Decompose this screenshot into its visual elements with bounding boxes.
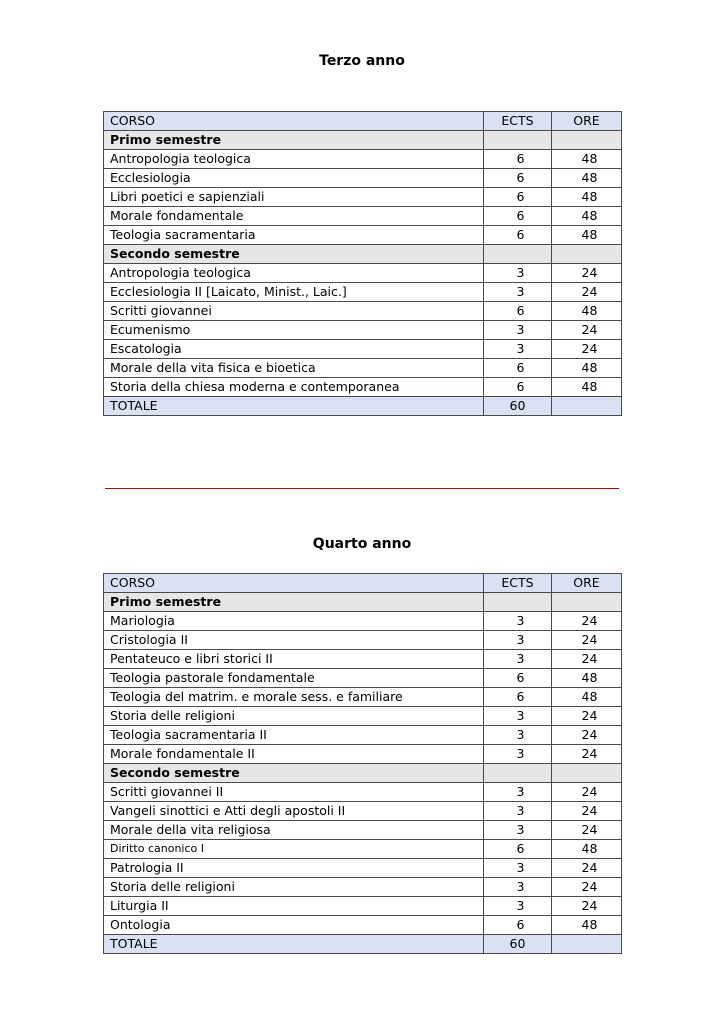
ects-cell: 60 [484, 935, 552, 954]
table-row [104, 821, 622, 840]
ects-cell [484, 245, 552, 264]
course-cell: Morale fondamentale [104, 207, 484, 226]
table-row [104, 878, 622, 897]
ects-cell: 6 [484, 359, 552, 378]
course-cell: Libri poetici e sapienziali [104, 188, 484, 207]
table-row [104, 916, 622, 935]
section-divider [105, 488, 619, 489]
table-row [104, 726, 622, 745]
course-cell: Teologia pastorale fondamentale [104, 669, 484, 688]
ore-cell: 48 [552, 840, 622, 859]
table-row [104, 783, 622, 802]
ore-cell: 48 [552, 378, 622, 397]
course-cell: Patrologia II [104, 859, 484, 878]
semester-row [104, 245, 622, 264]
course-cell: Antropologia teologica [104, 150, 484, 169]
course-cell: Scritti giovannei II [104, 783, 484, 802]
course-cell: Liturgia II [104, 897, 484, 916]
table-row [104, 897, 622, 916]
ects-cell: 3 [484, 897, 552, 916]
column-header-ore: ORE [552, 112, 622, 131]
course-cell: Scritti giovannei [104, 302, 484, 321]
ects-cell: 3 [484, 340, 552, 359]
course-cell: Ecumenismo [104, 321, 484, 340]
table-row [104, 859, 622, 878]
ects-cell: 6 [484, 378, 552, 397]
course-cell: Teologia sacramentaria II [104, 726, 484, 745]
table-row [104, 321, 622, 340]
ore-cell: 24 [552, 745, 622, 764]
total-row [104, 935, 622, 954]
course-cell: Vangeli sinottici e Atti degli apostoli II [104, 802, 484, 821]
ore-cell: 24 [552, 802, 622, 821]
course-cell: TOTALE [104, 397, 484, 416]
ore-cell: 48 [552, 688, 622, 707]
ects-cell [484, 764, 552, 783]
table-row [104, 840, 622, 859]
table-row [104, 226, 622, 245]
table-row [104, 283, 622, 302]
ects-cell: 3 [484, 745, 552, 764]
ore-cell: 24 [552, 726, 622, 745]
column-header-ore: ORE [552, 574, 622, 593]
ects-cell: 3 [484, 821, 552, 840]
table-row [104, 688, 622, 707]
course-cell: Cristologia II [104, 631, 484, 650]
table-header-row [104, 574, 622, 593]
courses-table-terzo-anno [103, 111, 622, 416]
table-header-row [104, 112, 622, 131]
ects-cell: 3 [484, 612, 552, 631]
course-cell: Storia della chiesa moderna e contemporanea [104, 378, 484, 397]
table-row [104, 169, 622, 188]
ects-cell: 60 [484, 397, 552, 416]
ects-cell [484, 131, 552, 150]
course-cell: Storia delle religioni [104, 707, 484, 726]
table-row [104, 669, 622, 688]
course-cell: Morale della vita fisica e bioetica [104, 359, 484, 378]
course-cell: Ecclesiologia II [Laicato, Minist., Laic.] [104, 283, 484, 302]
ects-cell: 6 [484, 150, 552, 169]
course-cell: TOTALE [104, 935, 484, 954]
ore-cell: 24 [552, 631, 622, 650]
ects-cell: 6 [484, 840, 552, 859]
ore-cell: 24 [552, 878, 622, 897]
course-cell: Secondo semestre [104, 245, 484, 264]
ore-cell: 24 [552, 821, 622, 840]
ects-cell [484, 593, 552, 612]
ore-cell [552, 593, 622, 612]
course-cell: Antropologia teologica [104, 264, 484, 283]
ore-cell: 24 [552, 612, 622, 631]
table-row [104, 150, 622, 169]
table-row [104, 359, 622, 378]
course-cell: Morale della vita religiosa [104, 821, 484, 840]
table-row [104, 264, 622, 283]
section-title-terzo-anno: Terzo anno [319, 53, 405, 69]
table-row [104, 802, 622, 821]
semester-row [104, 131, 622, 150]
table-row [104, 207, 622, 226]
ore-cell: 48 [552, 169, 622, 188]
table-row [104, 631, 622, 650]
ects-cell: 3 [484, 707, 552, 726]
ects-cell: 6 [484, 688, 552, 707]
ore-cell [552, 935, 622, 954]
ects-cell: 3 [484, 859, 552, 878]
ore-cell: 48 [552, 359, 622, 378]
ects-cell: 3 [484, 321, 552, 340]
ore-cell: 24 [552, 283, 622, 302]
ects-cell: 3 [484, 283, 552, 302]
ore-cell: 24 [552, 707, 622, 726]
column-header-corso: CORSO [104, 574, 484, 593]
ore-cell: 48 [552, 150, 622, 169]
ects-cell: 3 [484, 631, 552, 650]
ore-cell: 48 [552, 188, 622, 207]
ore-cell [552, 397, 622, 416]
ore-cell: 24 [552, 650, 622, 669]
table-row [104, 302, 622, 321]
course-cell: Primo semestre [104, 131, 484, 150]
course-cell: Pentateuco e libri storici II [104, 650, 484, 669]
ects-cell: 3 [484, 783, 552, 802]
semester-row [104, 593, 622, 612]
course-cell: Ecclesiologia [104, 169, 484, 188]
table-row [104, 340, 622, 359]
ore-cell: 24 [552, 783, 622, 802]
ore-cell: 48 [552, 207, 622, 226]
ore-cell [552, 245, 622, 264]
ects-cell: 6 [484, 188, 552, 207]
table-row [104, 612, 622, 631]
ore-cell: 24 [552, 897, 622, 916]
table-row [104, 745, 622, 764]
ore-cell [552, 131, 622, 150]
ore-cell: 48 [552, 916, 622, 935]
table-row [104, 188, 622, 207]
ects-cell: 6 [484, 669, 552, 688]
course-cell: Secondo semestre [104, 764, 484, 783]
course-cell: Diritto canonico I [104, 840, 484, 859]
ects-cell: 6 [484, 169, 552, 188]
ects-cell: 3 [484, 878, 552, 897]
ore-cell: 48 [552, 302, 622, 321]
course-cell: Mariologia [104, 612, 484, 631]
course-cell: Teologia del matrim. e morale sess. e familiare [104, 688, 484, 707]
column-header-corso: CORSO [104, 112, 484, 131]
ects-cell: 6 [484, 207, 552, 226]
ore-cell: 24 [552, 321, 622, 340]
ore-cell: 24 [552, 264, 622, 283]
ects-cell: 6 [484, 302, 552, 321]
ects-cell: 3 [484, 650, 552, 669]
course-cell: Storia delle religioni [104, 878, 484, 897]
ects-cell: 3 [484, 264, 552, 283]
ore-cell: 48 [552, 669, 622, 688]
column-header-ects: ECTS [484, 574, 552, 593]
ects-cell: 3 [484, 802, 552, 821]
course-cell: Morale fondamentale II [104, 745, 484, 764]
course-cell: Ontologia [104, 916, 484, 935]
ects-cell: 6 [484, 916, 552, 935]
course-cell: Primo semestre [104, 593, 484, 612]
table-row [104, 650, 622, 669]
courses-table-quarto-anno [103, 573, 622, 954]
section-title-quarto-anno: Quarto anno [312, 536, 412, 552]
ore-cell [552, 764, 622, 783]
table-row [104, 378, 622, 397]
column-header-ects: ECTS [484, 112, 552, 131]
ects-cell: 3 [484, 726, 552, 745]
ore-cell: 48 [552, 226, 622, 245]
semester-row [104, 764, 622, 783]
ore-cell: 24 [552, 340, 622, 359]
table-row [104, 707, 622, 726]
ore-cell: 24 [552, 859, 622, 878]
total-row [104, 397, 622, 416]
course-cell: Escatologia [104, 340, 484, 359]
ects-cell: 6 [484, 226, 552, 245]
course-cell: Teologia sacramentaria [104, 226, 484, 245]
